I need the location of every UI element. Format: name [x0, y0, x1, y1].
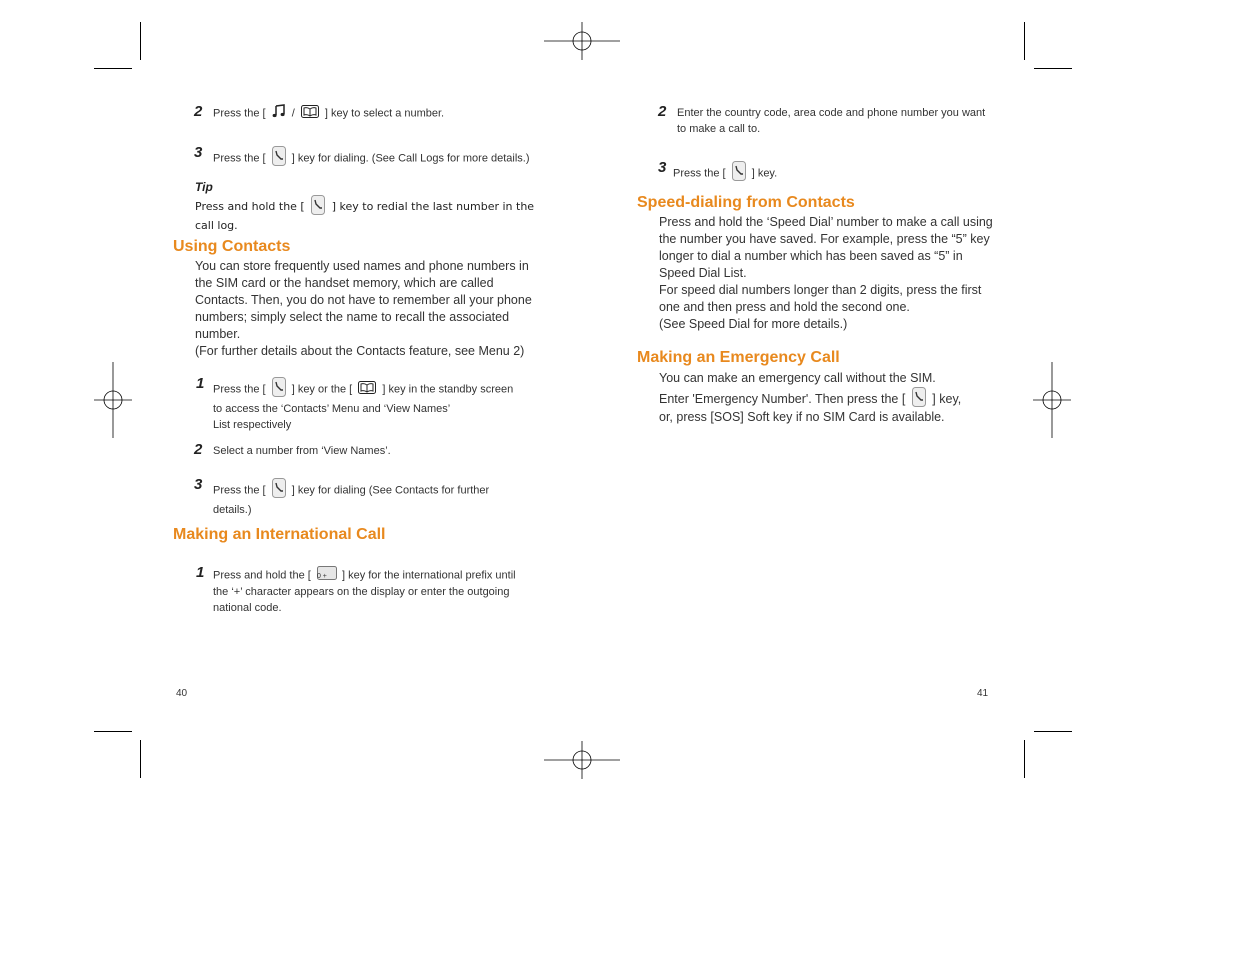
music-note-icon: [272, 104, 286, 123]
crop-mark: [1034, 68, 1072, 69]
body-line: Press and hold the ‘Speed Dial’ number to make a call using: [659, 215, 993, 229]
emergency-body: [659, 370, 961, 426]
crop-mark: [1024, 740, 1025, 778]
body-text-post: ] key,: [932, 391, 962, 406]
step-number: 1: [196, 564, 205, 581]
crop-mark: [94, 731, 132, 732]
body-line: You can store frequently used names and phone numbers in: [195, 259, 529, 273]
zero-key-label: 0 +: [316, 573, 327, 581]
page-number-right: 41: [977, 688, 989, 699]
page-number-left: 40: [176, 688, 188, 699]
using-contacts-body: [195, 258, 532, 360]
tip-text-pre: Press and hold the [: [195, 200, 305, 213]
body-text-pre: Enter 'Emergency Number'. Then press the [: [659, 391, 906, 406]
step-number: 3: [658, 159, 667, 176]
body-line: the SIM card or the handset memory, which are called: [195, 276, 494, 290]
step-text-line3: List respectively: [213, 419, 292, 431]
step-text-post: ] key for dialing (See Contacts for further: [291, 484, 490, 497]
step-text: [677, 105, 985, 137]
step-text-mid: ] key or the [: [291, 383, 353, 396]
step-text: [213, 566, 516, 616]
step-number: 3: [194, 144, 203, 161]
body-line: For speed dial numbers longer than 2 digits, press the first: [659, 283, 982, 297]
step-text-post: ] key for dialing. (See Call Logs for more details.): [291, 152, 530, 165]
step-text-pre: Press the [: [213, 107, 266, 120]
crop-mark: [1024, 22, 1025, 60]
body-line: number.: [195, 327, 241, 341]
body-line: the number you have saved. For example, press the “5” key: [659, 232, 990, 246]
step-text-line2: details.): [213, 504, 252, 516]
send-key-icon: [272, 478, 286, 503]
step-number: 2: [194, 441, 203, 458]
step-text-pre: Press and hold the [: [213, 569, 311, 582]
step-text-pre: Press the [: [673, 167, 726, 180]
step-text: [213, 377, 513, 433]
step-text: [213, 104, 444, 123]
open-book-icon: [301, 105, 319, 123]
step-text-line2: to access the ‘Contacts’ Menu and ‘View Names’: [213, 403, 451, 415]
step-text-post: ] key.: [751, 167, 778, 180]
step-text: [673, 161, 777, 186]
section-heading-international-call: Making an International Call: [173, 526, 386, 543]
tip-title: Tip: [195, 180, 213, 194]
registration-mark: [544, 22, 620, 60]
body-line: (For further details about the Contacts feature, see Menu 2): [195, 344, 525, 358]
registration-mark: [1033, 362, 1071, 438]
tip-text-line2: call log.: [195, 219, 238, 232]
step-text-pre: Press the [: [213, 484, 266, 497]
step-text-line1: Enter the country code, area code and phone number you want: [677, 107, 986, 119]
step-number: 2: [194, 103, 203, 120]
step-text: Select a number from ‘View Names’.: [213, 445, 391, 457]
send-key-icon: [272, 146, 286, 171]
step-number: 1: [196, 375, 205, 392]
body-line: Speed Dial List.: [659, 266, 747, 280]
registration-mark: [544, 741, 620, 779]
step-text-line3: national code.: [213, 602, 282, 615]
body-line: numbers; simply select the name to recall the associated: [195, 310, 510, 324]
separator: /: [291, 107, 295, 120]
send-key-icon: [311, 195, 325, 219]
send-key-icon: [732, 161, 746, 186]
tip-text: [195, 195, 534, 233]
body-line: You can make an emergency call without the SIM.: [659, 371, 936, 385]
step-text-line2: the ‘+’ character appears on the display or enter the outgoing: [213, 586, 510, 599]
send-key-icon: [272, 377, 286, 402]
crop-mark: [140, 740, 141, 778]
section-heading-speed-dialing: Speed-dialing from Contacts: [637, 194, 855, 211]
step-text: [213, 146, 530, 171]
step-text-post: ] key for the international prefix until: [341, 569, 516, 582]
step-text-pre: Press the [: [213, 383, 266, 396]
step-text-pre: Press the [: [213, 152, 266, 165]
tip-text-post: ] key to redial the last number in the: [331, 200, 535, 213]
crop-mark: [1034, 731, 1072, 732]
registration-mark: [94, 362, 132, 438]
step-text-line2: to make a call to.: [677, 123, 761, 135]
open-book-icon: [358, 381, 376, 399]
step-number: 2: [658, 103, 667, 120]
body-line: (See Speed Dial for more details.): [659, 317, 848, 331]
crop-mark: [94, 68, 132, 69]
body-line: or, press [SOS] Soft key if no SIM Card is available.: [659, 410, 945, 424]
step-number: 3: [194, 476, 203, 493]
section-heading-emergency-call: Making an Emergency Call: [637, 349, 840, 366]
body-line: longer to dial a number which has been saved as “5” in: [659, 249, 963, 263]
speed-dial-body: [659, 214, 993, 333]
body-line: one and then press and hold the second one.: [659, 300, 910, 314]
crop-mark: [140, 22, 141, 60]
step-text-post: ] key in the standby screen: [382, 383, 514, 396]
step-text-post: ] key to select a number.: [324, 107, 445, 120]
body-line: Contacts. Then, you do not have to remember all your phone: [195, 293, 532, 307]
section-heading-using-contacts: Using Contacts: [173, 238, 291, 255]
step-text: [213, 478, 489, 518]
